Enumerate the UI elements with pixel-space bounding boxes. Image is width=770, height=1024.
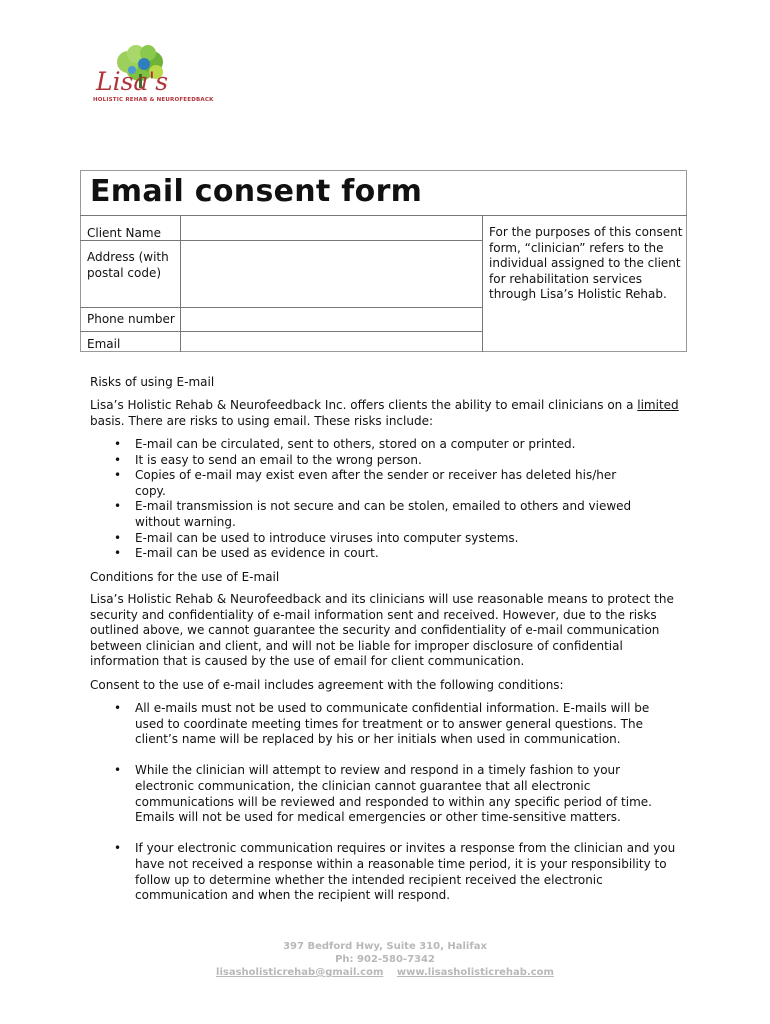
- risks-intro: Lisa’s Holistic Rehab & Neurofeedback Inc. offers clients the ability to email clinicians on a limited basis. There are risks to using email. These risks include:: [90, 398, 679, 428]
- footer-phone: Ph: 902-580-7342: [335, 954, 435, 965]
- footer-website-link[interactable]: www.lisasholisticrehab.com: [396, 967, 554, 978]
- footer-email-link[interactable]: lisasholisticrehab@gmail.com: [216, 967, 384, 978]
- risks-list: [90, 437, 650, 562]
- phone-number-field[interactable]: [181, 309, 481, 330]
- address-label: Address (with postal code): [87, 250, 169, 280]
- clinician-definition-note: For the purposes of this consent form, “clinician” refers to the individual assigned to the client for rehabilitation services through Lisa’s Holistic Rehab.: [489, 225, 683, 302]
- list-item: • E-mail can be used as evidence in court.: [90, 546, 650, 562]
- table-divider: [80, 331, 482, 332]
- client-name-field[interactable]: [181, 217, 481, 239]
- list-item: • Copies of e-mail may exist even after the sender or receiver has deleted his/her copy.: [90, 468, 650, 499]
- email-field[interactable]: [181, 333, 481, 351]
- risks-heading: Risks of using E-mail: [90, 375, 215, 389]
- list-item: • It is easy to send an email to the wrong person.: [90, 453, 650, 469]
- footer-links: [0, 966, 770, 979]
- list-item: • If your electronic communication requires or invites a response from the clinician and you have not received a response within a reasonable time period, it is your responsibility to follow up to determine whether the intended recipient received the electronic communication and when the recipient will respond.: [90, 841, 680, 903]
- page-title: Email consent form: [90, 174, 423, 209]
- conditions-heading: Conditions for the use of E-mail: [90, 570, 280, 584]
- consent-intro: Consent to the use of e-mail includes agreement with the following conditions:: [90, 678, 564, 692]
- footer-address: 397 Bedford Hwy, Suite 310, Halifax: [283, 941, 487, 952]
- address-field[interactable]: [181, 242, 481, 306]
- list-item: • E-mail can be used to introduce viruses into computer systems.: [90, 531, 650, 547]
- logo-name: Lisa's: [96, 67, 169, 96]
- list-item: • E-mail can be circulated, sent to others, stored on a computer or printed.: [90, 437, 650, 453]
- list-item: • All e-mails must not be used to communicate confidential information. E-mails will be used to coordinate meeting times for treatment or to answer general questions. The client’s name will be replaced by his or her initials when used in communication.: [90, 701, 680, 748]
- logo-subtitle: HOLISTIC REHAB & NEUROFEEDBACK: [93, 97, 214, 103]
- phone-number-label: Phone number: [87, 312, 175, 326]
- table-divider: [80, 307, 482, 308]
- conditions-list: [90, 701, 680, 919]
- client-name-label: Client Name: [87, 226, 161, 240]
- limited-underlined: limited: [637, 398, 679, 412]
- table-divider: [80, 215, 687, 216]
- table-divider: [482, 215, 483, 352]
- list-item: • While the clinician will attempt to review and respond in a timely fashion to your electronic communication, the clinician cannot guarantee that all electronic communications will be reviewed and responded to within any specific period of time. Emails will not be used for medical emergencies or other time-sensitive matters.: [90, 763, 680, 825]
- email-label: Email: [87, 337, 121, 351]
- conditions-paragraph: Lisa’s Holistic Rehab & Neurofeedback and its clinicians will use reasonable means to protect the security and confidentiality of e-mail information sent and received. However, due to the risks outlined above, we cannot guarantee the security and confidentiality of e-mail communication between clinician and client, and will not be liable for improper disclosure of confidential information that is caused by the use of email for client communication.: [90, 592, 674, 669]
- list-item: • E-mail transmission is not secure and can be stolen, emailed to others and viewed without warning.: [90, 499, 650, 530]
